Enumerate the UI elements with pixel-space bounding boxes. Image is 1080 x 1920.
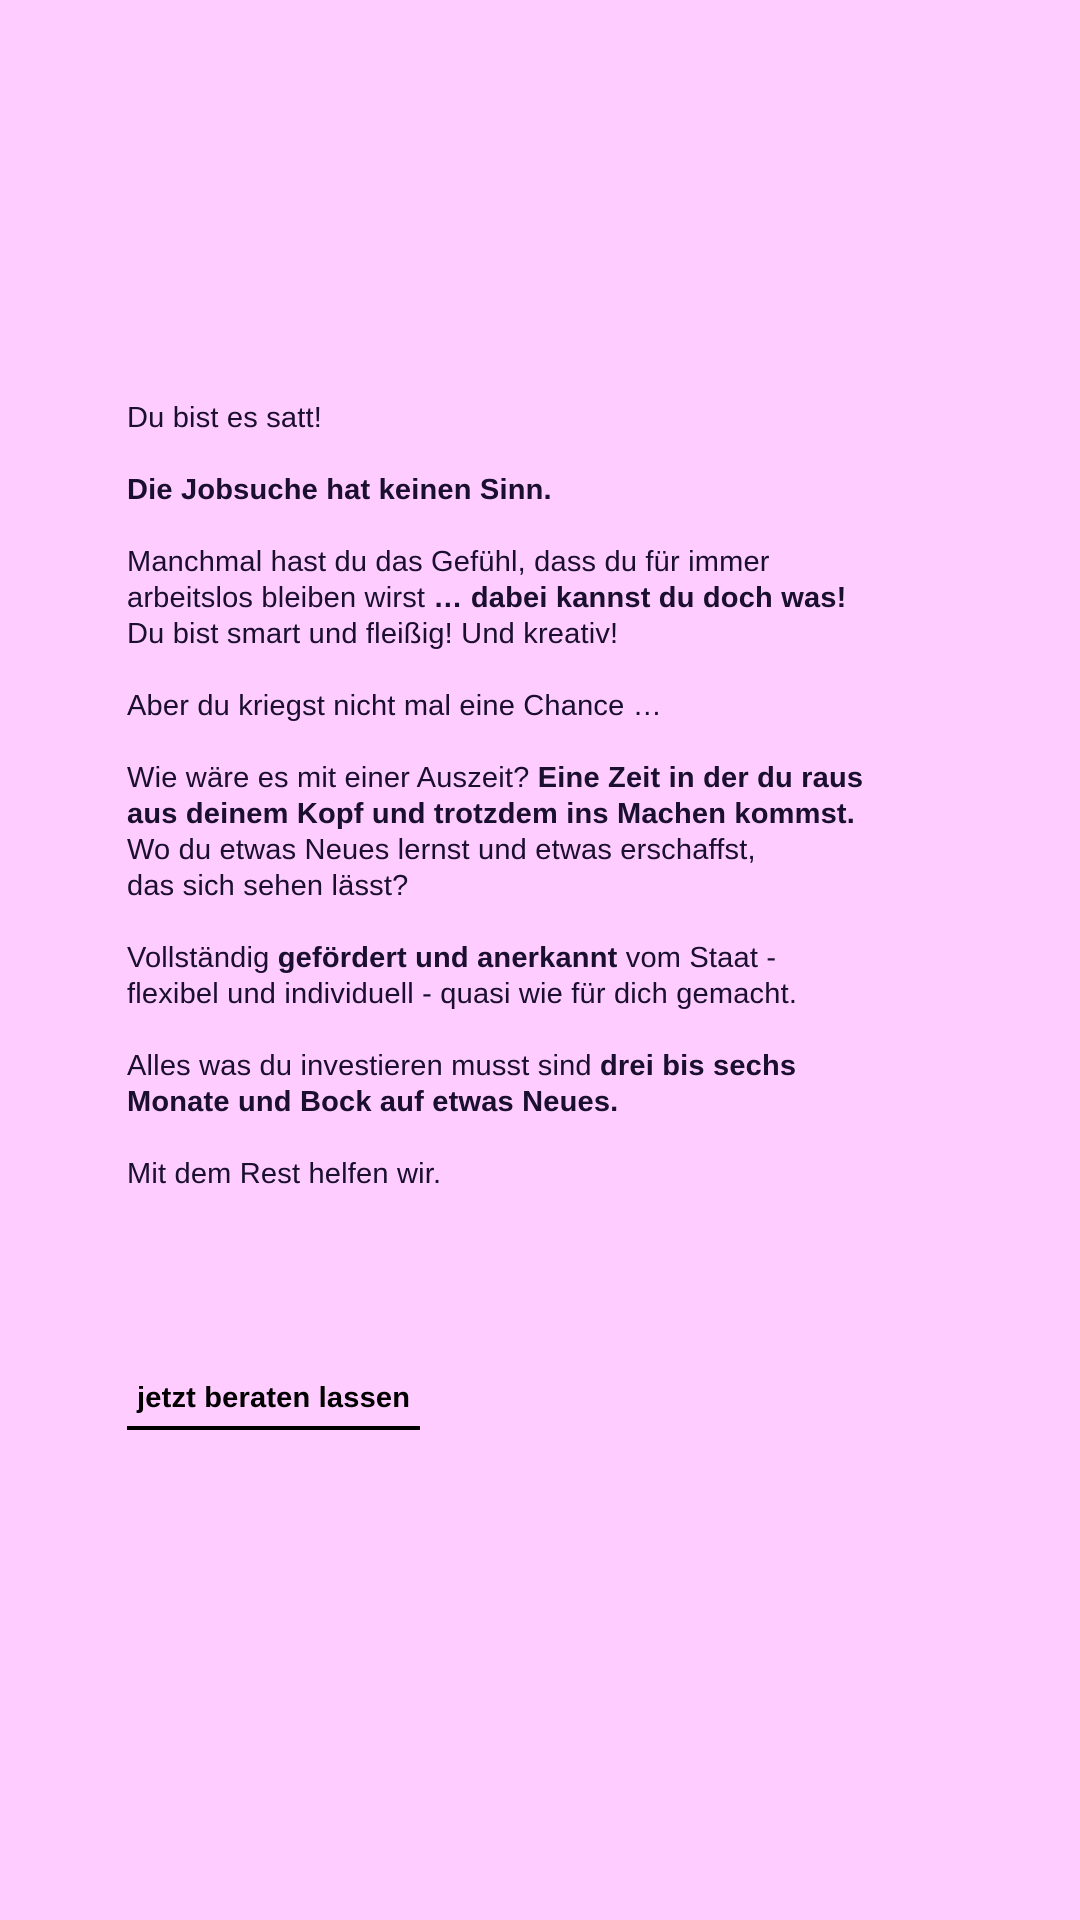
text-line: Aber du kriegst nicht mal eine Chance … (127, 690, 662, 722)
consultation-cta-link[interactable]: jetzt beraten lassen (127, 1380, 420, 1430)
text-line-bold: aus deinem Kopf und trotzdem ins Machen kommst. (127, 798, 856, 830)
paragraph-investieren (127, 1048, 987, 1120)
text-span: arbeitslos bleiben wirst (127, 582, 434, 614)
paragraph-satt (127, 400, 987, 436)
text-line (127, 1048, 987, 1084)
text-line: Manchmal hast du das Gefühl, dass du für immer (127, 546, 770, 578)
text-span: Vollständig (127, 942, 278, 974)
intro-text-block (127, 400, 987, 1228)
text-line: Du bist es satt! (127, 402, 322, 434)
text-line: flexibel und individuell - quasi wie für dich gemacht. (127, 978, 798, 1010)
text-line-bold: Monate und Bock auf etwas Neues. (127, 1086, 619, 1118)
paragraph-rest (127, 1156, 987, 1192)
paragraph-jobsuche (127, 472, 987, 508)
text-line-bold: Die Jobsuche hat keinen Sinn. (127, 474, 552, 506)
text-line (127, 580, 987, 616)
text-span-bold: … dabei kannst du doch was! (433, 582, 847, 614)
paragraph-foerderung (127, 940, 987, 1012)
paragraph-chance (127, 688, 987, 724)
text-line (127, 940, 987, 976)
paragraph-auszeit (127, 760, 987, 904)
text-span-bold: drei bis sechs (600, 1050, 797, 1082)
paragraph-gefuehl (127, 544, 987, 652)
text-span: Alles was du investieren musst sind (127, 1050, 601, 1082)
text-line (127, 760, 987, 796)
text-span-bold: gefördert und anerkannt (277, 942, 618, 974)
text-line: Mit dem Rest helfen wir. (127, 1158, 442, 1190)
text-span-bold: Eine Zeit in der du raus (537, 762, 864, 794)
text-span: vom Staat - (617, 942, 777, 974)
text-line: das sich sehen lässt? (127, 870, 409, 902)
text-line: Wo du etwas Neues lernst und etwas erschaffst, (127, 834, 756, 866)
text-span: Wie wäre es mit einer Auszeit? (127, 762, 538, 794)
text-line: Du bist smart und fleißig! Und kreativ! (127, 618, 619, 650)
